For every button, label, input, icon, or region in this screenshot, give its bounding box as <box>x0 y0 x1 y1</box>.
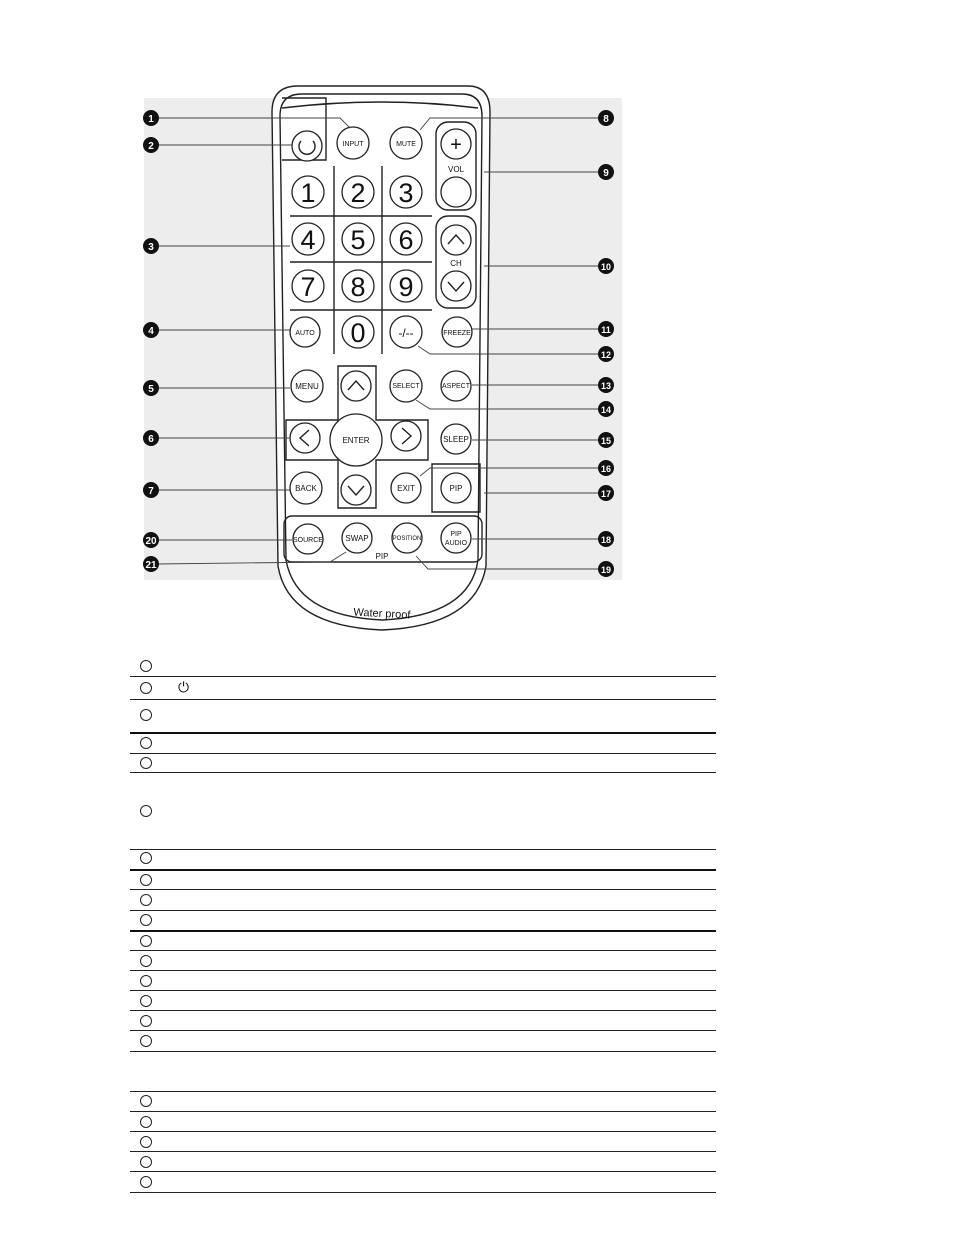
svg-text:4: 4 <box>148 326 154 337</box>
key-9-label: 9 <box>398 272 414 302</box>
callout-6 <box>143 430 159 446</box>
legend-divider <box>130 970 716 971</box>
svg-text:10: 10 <box>600 262 612 272</box>
channel-down-button[interactable] <box>441 271 471 301</box>
mute-button[interactable] <box>390 127 422 159</box>
svg-text:5: 5 <box>148 384 154 395</box>
legend-divider <box>130 1171 716 1172</box>
pip-audio-label-line1: PIP <box>450 531 462 538</box>
key-2-label: 2 <box>350 178 366 208</box>
pip-label: PIP <box>449 484 463 493</box>
svg-text:15: 15 <box>600 436 612 446</box>
input-button[interactable] <box>337 127 369 159</box>
svg-text:14: 14 <box>600 405 612 415</box>
key-3[interactable] <box>390 176 422 208</box>
waterproof-label: Water proof <box>353 606 411 622</box>
callout-21 <box>143 556 159 572</box>
callout-15 <box>598 432 614 448</box>
callout-1 <box>143 110 159 126</box>
pip-group-label: PIP <box>375 552 389 561</box>
dash-button[interactable] <box>390 316 422 348</box>
menu-button[interactable] <box>291 370 323 402</box>
legend-divider <box>130 1131 716 1132</box>
key-2[interactable] <box>342 176 374 208</box>
legend-divider <box>130 990 716 991</box>
callout-11 <box>598 321 614 337</box>
ch-label: CH <box>450 259 462 268</box>
legend-bullet-18 <box>140 1116 152 1128</box>
legend-bullet-8 <box>140 874 152 886</box>
vol-label: VOL <box>447 165 465 174</box>
svg-text:18: 18 <box>600 535 612 545</box>
sleep-label: SLEEP <box>443 435 469 444</box>
legend-divider <box>130 772 716 773</box>
legend-bullet-2 <box>140 682 152 694</box>
legend-divider <box>130 950 716 951</box>
legend-bullet-5 <box>140 757 152 769</box>
callout-17 <box>598 485 614 501</box>
key-8-label: 8 <box>350 272 366 302</box>
legend-divider <box>130 732 716 734</box>
legend-divider <box>130 930 716 932</box>
legend-divider <box>130 1010 716 1011</box>
legend-bullet-7 <box>140 852 152 864</box>
legend-divider <box>130 1030 716 1031</box>
enter-label: ENTER <box>342 436 370 445</box>
callout-12 <box>598 346 614 362</box>
key-4-label: 4 <box>300 225 316 255</box>
back-button[interactable] <box>290 472 322 504</box>
dash-label: -/-- <box>398 326 414 340</box>
callout-4 <box>143 322 159 338</box>
sleep-button[interactable] <box>441 424 471 454</box>
legend-divider <box>130 753 716 754</box>
svg-text:16: 16 <box>600 464 612 474</box>
legend-bullet-16 <box>140 1035 152 1047</box>
svg-text:9: 9 <box>603 168 609 179</box>
callout-9 <box>598 164 614 180</box>
legend-divider <box>130 1051 716 1052</box>
svg-text:17: 17 <box>600 489 612 499</box>
volume-up-button[interactable] <box>441 129 471 159</box>
source-button[interactable] <box>293 524 323 554</box>
legend-bullet-13 <box>140 975 152 987</box>
exit-button[interactable] <box>391 473 421 503</box>
callout-8 <box>598 110 614 126</box>
svg-text:6: 6 <box>148 434 154 445</box>
callout-20 <box>143 532 159 548</box>
svg-text:20: 20 <box>145 536 157 547</box>
legend-divider <box>130 849 716 850</box>
key-1[interactable] <box>292 176 324 208</box>
svg-text:3: 3 <box>148 242 154 253</box>
legend-divider <box>130 910 716 911</box>
legend-divider <box>130 1111 716 1112</box>
legend-bullet-14 <box>140 995 152 1007</box>
key-3-label: 3 <box>398 178 414 208</box>
select-button[interactable] <box>390 370 422 402</box>
volume-down-button[interactable] <box>441 177 471 207</box>
pip-button[interactable] <box>441 473 471 503</box>
svg-text:13: 13 <box>600 381 612 391</box>
swap-button[interactable] <box>342 523 372 553</box>
legend-bullet-4 <box>140 737 152 749</box>
legend-bullet-9 <box>140 894 152 906</box>
power-icon: ⏻ <box>178 679 190 695</box>
legend-divider <box>130 699 716 700</box>
legend-bullet-21 <box>140 1176 152 1188</box>
source-label: SOURCE <box>293 537 323 544</box>
callout-18 <box>598 531 614 547</box>
legend-bullet-11 <box>140 935 152 947</box>
key-0[interactable] <box>342 316 374 348</box>
key-0-label: 0 <box>350 318 366 348</box>
svg-text:8: 8 <box>603 114 609 125</box>
position-button[interactable] <box>392 523 422 553</box>
svg-text:19: 19 <box>600 565 612 575</box>
callout-7 <box>143 482 159 498</box>
callout-14 <box>598 401 614 417</box>
legend-bullet-6 <box>140 805 152 817</box>
freeze-label: FREEZE <box>443 330 471 337</box>
legend-divider <box>130 1091 716 1092</box>
legend-bullet-3 <box>140 709 152 721</box>
legend-divider <box>130 869 716 871</box>
legend-bullet-17 <box>140 1095 152 1107</box>
legend-bullet-19 <box>140 1136 152 1148</box>
callout-13 <box>598 377 614 393</box>
key-5[interactable] <box>342 223 374 255</box>
channel-up-button[interactable] <box>441 225 471 255</box>
svg-text:7: 7 <box>148 486 154 497</box>
auto-button[interactable] <box>290 317 320 347</box>
key-1-label: 1 <box>300 178 316 208</box>
callout-3 <box>143 238 159 254</box>
exit-label: EXIT <box>397 484 415 493</box>
auto-label: AUTO <box>295 330 315 337</box>
svg-text:2: 2 <box>148 141 154 152</box>
callout-5 <box>143 380 159 396</box>
callout-19 <box>598 561 614 577</box>
input-label: INPUT <box>342 141 364 148</box>
back-label: BACK <box>295 484 317 493</box>
down-button[interactable] <box>341 475 371 505</box>
mute-label: MUTE <box>396 141 416 148</box>
key-6[interactable] <box>390 223 422 255</box>
key-9[interactable] <box>390 270 422 302</box>
key-6-label: 6 <box>398 225 414 255</box>
legend-divider <box>130 1192 716 1193</box>
aspect-button[interactable] <box>441 371 471 401</box>
up-button[interactable] <box>341 371 371 401</box>
key-5-label: 5 <box>350 225 366 255</box>
power-button[interactable] <box>292 131 322 161</box>
pip-audio-label-line2: AUDIO <box>444 540 468 547</box>
position-label: POSITION <box>392 536 422 542</box>
menu-label: MENU <box>295 382 319 391</box>
left-button[interactable] <box>290 423 320 453</box>
key-7[interactable] <box>292 270 324 302</box>
legend-bullet-20 <box>140 1156 152 1168</box>
aspect-label: ASPECT <box>441 383 471 390</box>
callout-10 <box>598 258 614 274</box>
callout-2 <box>143 137 159 153</box>
legend-bullet-1 <box>140 660 152 672</box>
svg-text:1: 1 <box>148 114 154 125</box>
legend-bullet-10 <box>140 914 152 926</box>
swap-label: SWAP <box>345 534 369 543</box>
key-4[interactable] <box>292 223 324 255</box>
svg-text:12: 12 <box>600 350 612 360</box>
pip-audio-button[interactable] <box>441 523 471 553</box>
freeze-button[interactable] <box>442 317 472 347</box>
key-7-label: 7 <box>300 272 316 302</box>
callout-16 <box>598 460 614 476</box>
enter-button[interactable] <box>330 414 382 466</box>
key-8[interactable] <box>342 270 374 302</box>
legend-divider <box>130 676 716 677</box>
legend-bullet-12 <box>140 955 152 967</box>
legend-divider <box>130 889 716 890</box>
volume-up-label: + <box>450 134 462 156</box>
svg-text:11: 11 <box>601 325 611 335</box>
svg-text:21: 21 <box>145 560 157 571</box>
right-button[interactable] <box>391 421 421 451</box>
legend-divider <box>130 1151 716 1152</box>
legend-bullet-15 <box>140 1015 152 1027</box>
select-label: SELECT <box>392 383 420 390</box>
